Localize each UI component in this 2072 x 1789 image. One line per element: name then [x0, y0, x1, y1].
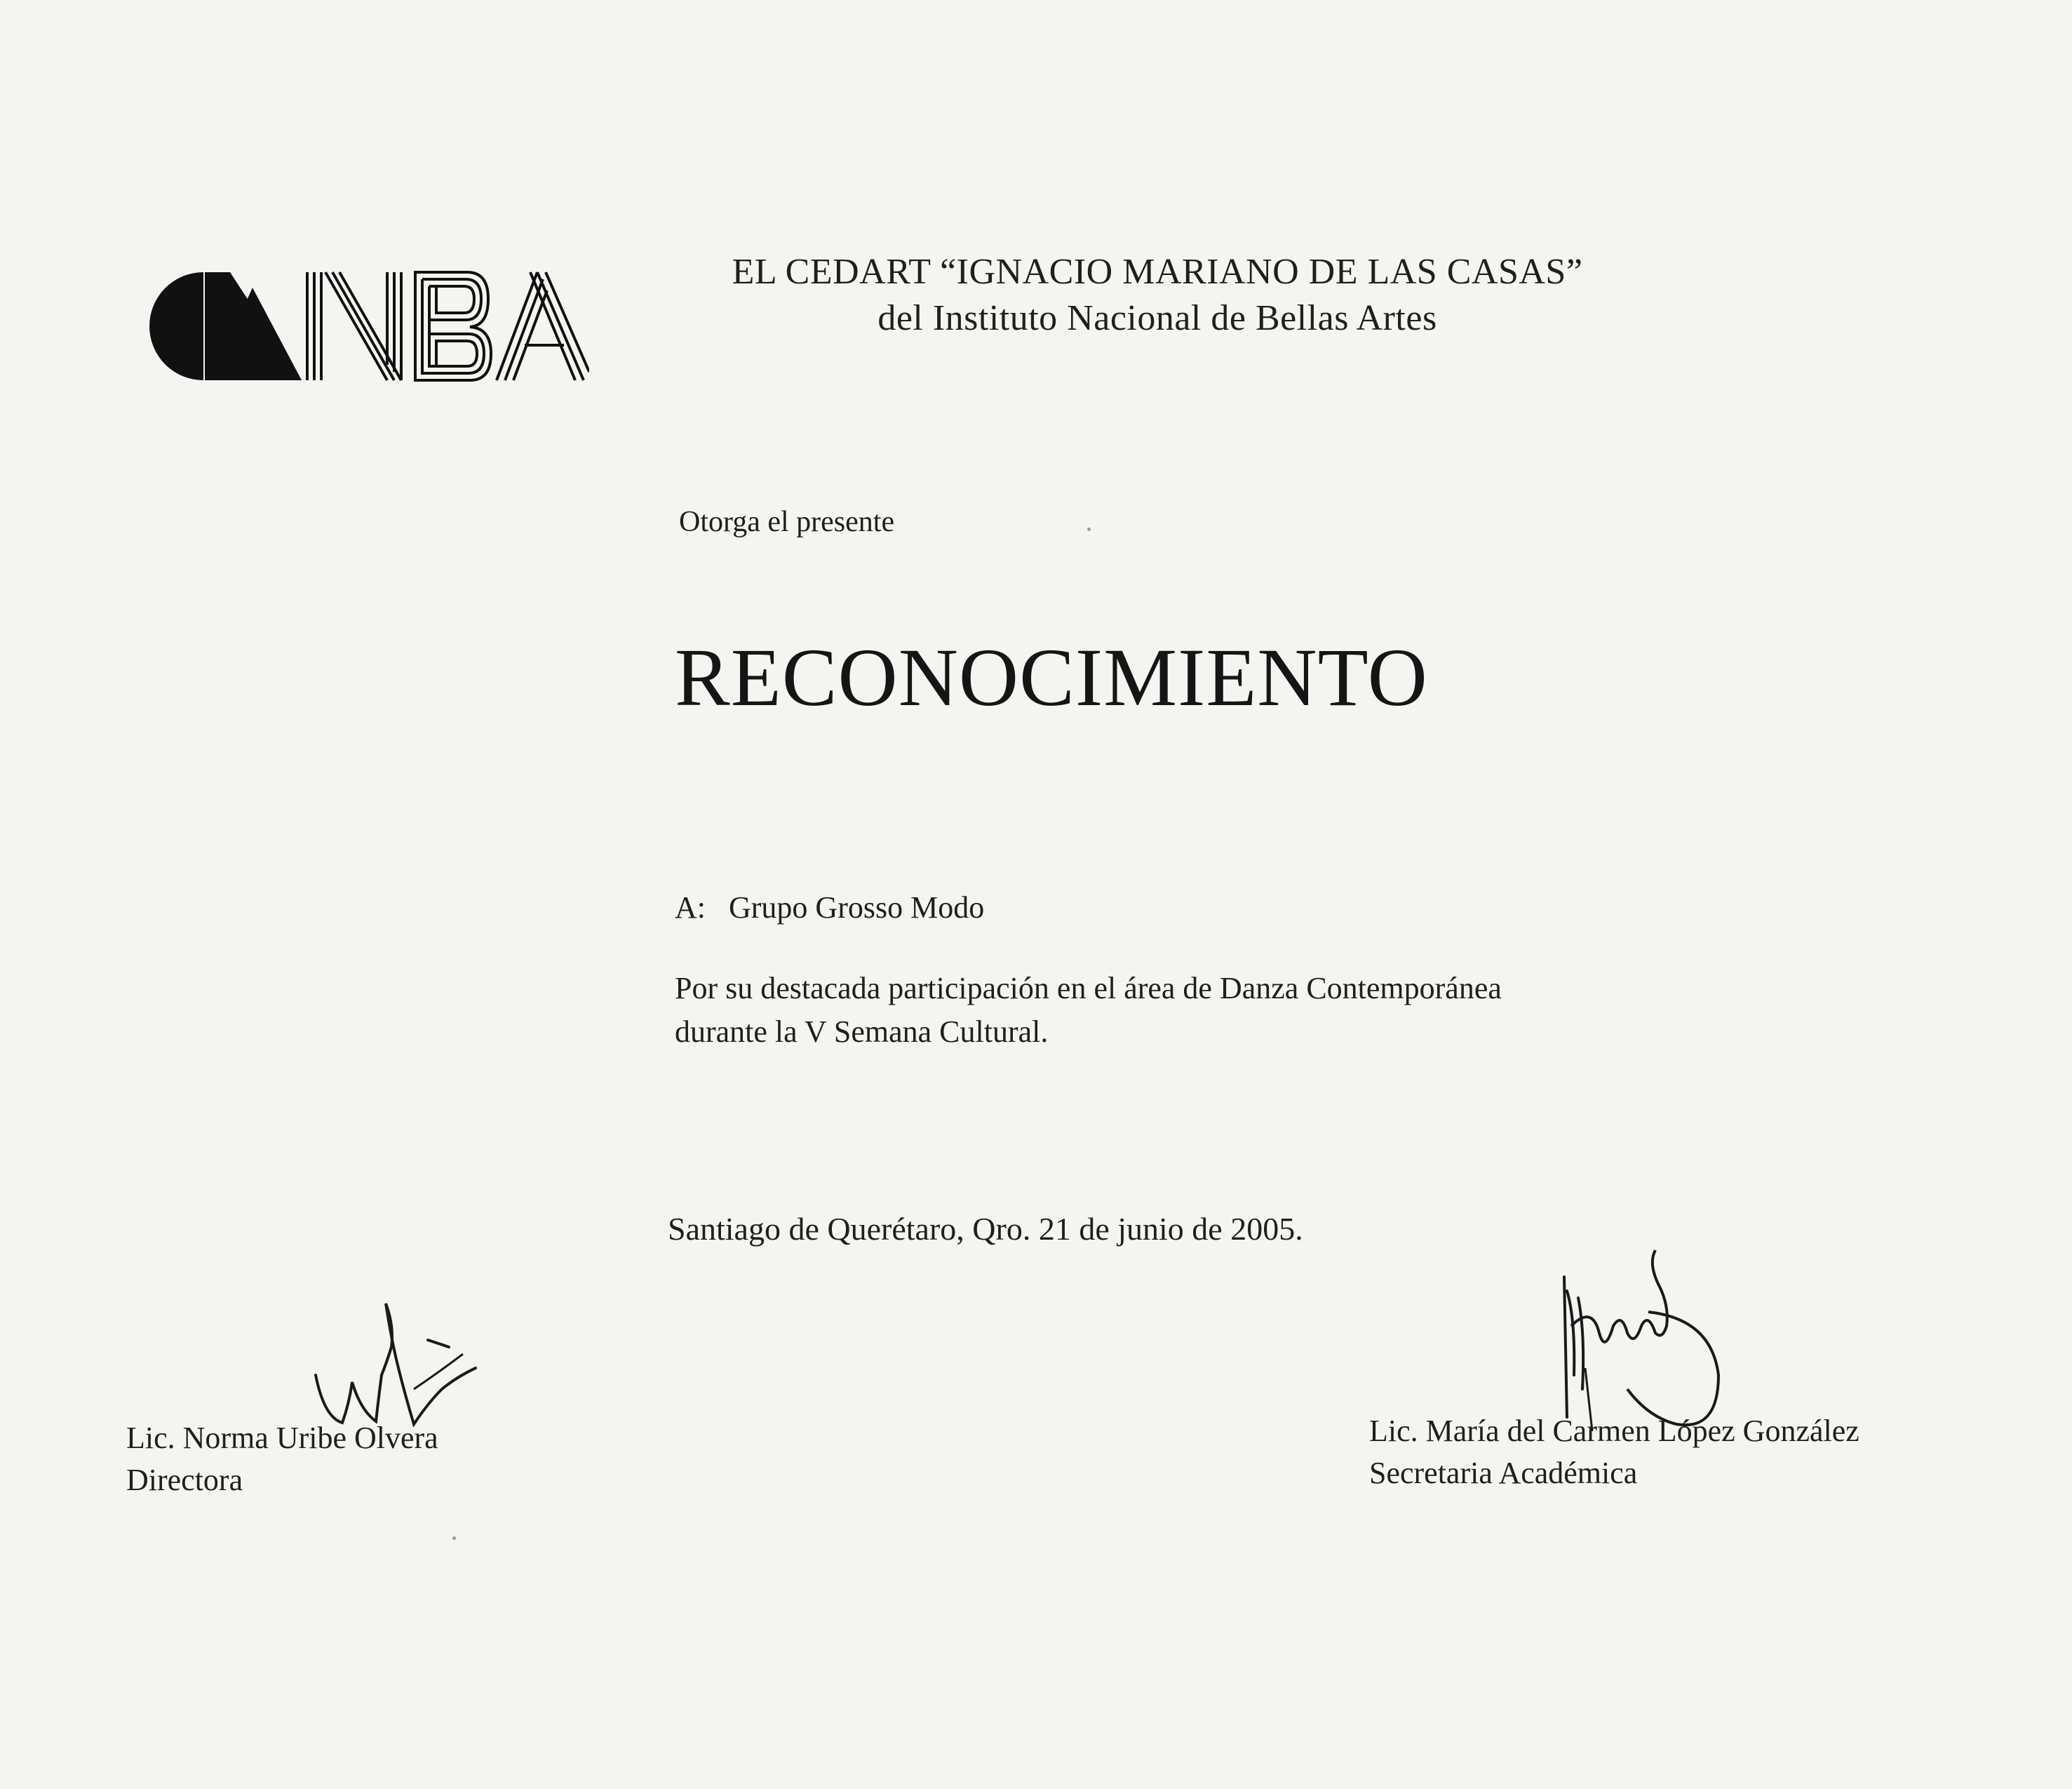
inba-logo — [140, 267, 589, 386]
recipient-label: A: — [675, 890, 706, 925]
intro-text: Otorga el presente — [679, 506, 895, 538]
signatory-right-role: Secretaria Académica — [1369, 1456, 1638, 1490]
signatory-right — [1369, 1410, 1859, 1494]
reason-line-2: durante la V Semana Cultural. — [675, 1014, 1049, 1049]
paper-speck — [452, 1536, 456, 1540]
signatory-left-role: Directora — [126, 1463, 243, 1497]
issuer-name: EL CEDART “IGNACIO MARIANO DE LAS CASAS” — [732, 252, 1583, 292]
signatory-right-name: Lic. María del Carmen López González — [1369, 1414, 1859, 1448]
paper-speck — [1087, 528, 1091, 531]
issuer-header — [673, 249, 1641, 342]
recipient-name: Grupo Grosso Modo — [729, 890, 985, 925]
signatory-left-name: Lic. Norma Uribe Olvera — [126, 1421, 438, 1455]
reason-text — [675, 967, 1502, 1054]
issuer-institute: del Instituto Nacional de Bellas Artes — [877, 298, 1437, 338]
issue-date: Santiago de Querétaro, Qro. 21 de junio de 2005. — [668, 1211, 1303, 1247]
certificate-title: RECONOCIMIENTO — [675, 631, 1428, 723]
recipient-line — [675, 890, 984, 925]
reason-line-1: Por su destacada participación en el área de Danza Contemporánea — [675, 971, 1502, 1005]
signatory-left — [126, 1417, 438, 1501]
